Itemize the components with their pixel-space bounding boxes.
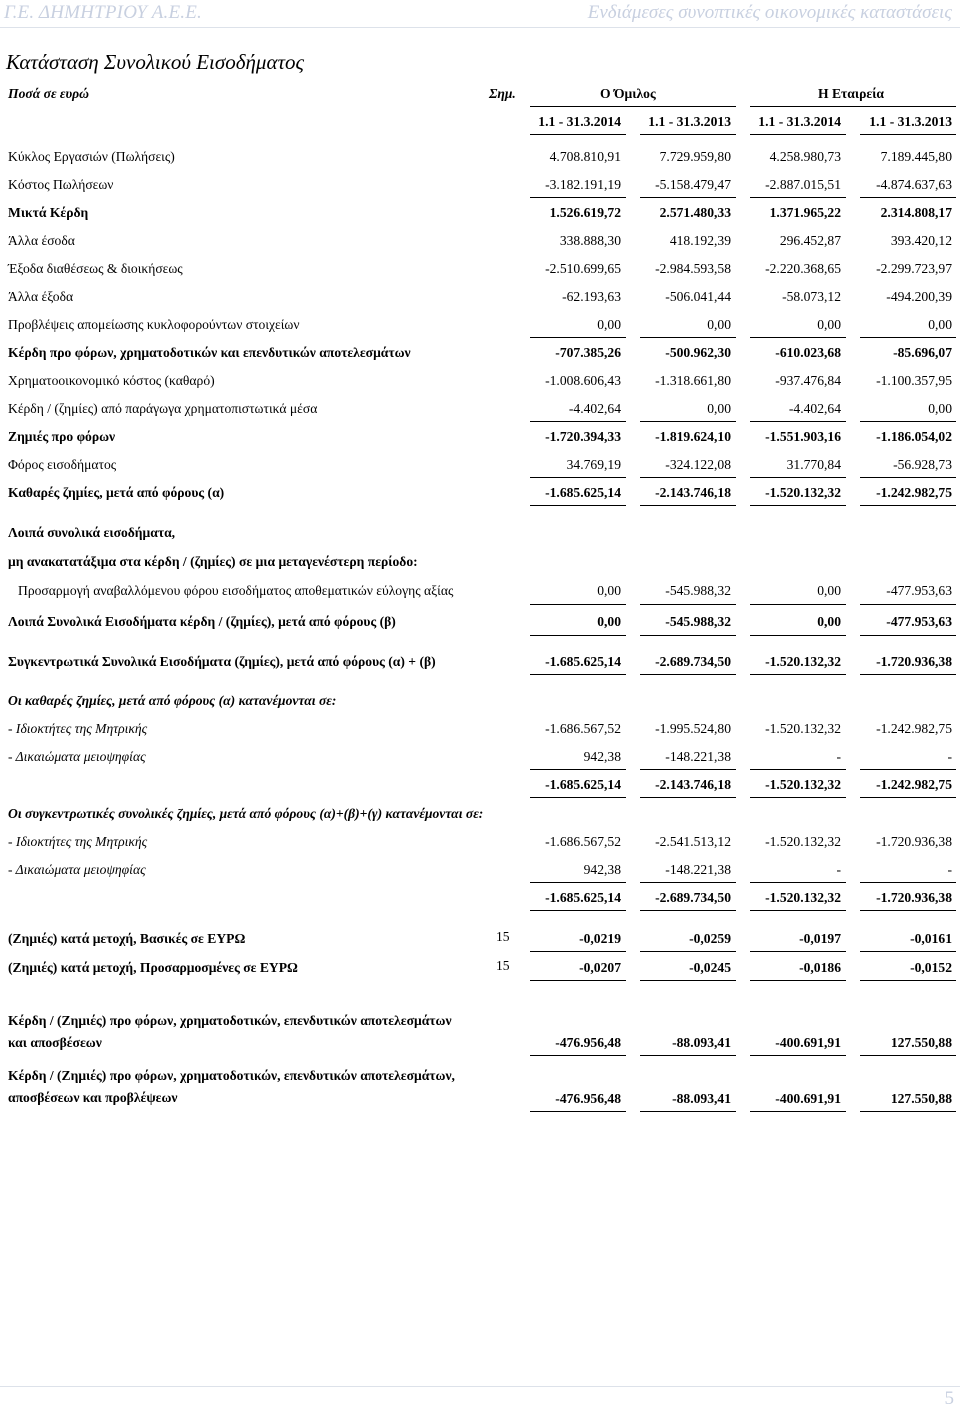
amounts-label: Ποσά σε ευρώ (8, 86, 89, 101)
value-cell: - (836, 862, 841, 877)
value-cell: -545.988,32 (665, 583, 731, 598)
row-label: Φόρος εισοδήματος (8, 457, 117, 472)
note-ref: 15 (496, 958, 510, 973)
total-line (530, 635, 626, 636)
subtotal-line (530, 337, 626, 338)
value-cell: 0,00 (817, 317, 841, 332)
value-cell: -400.691,91 (775, 1035, 841, 1050)
subtotal-line (640, 604, 736, 605)
row-label: Καθαρές ζημίες, μετά από φόρους (α) (8, 485, 225, 500)
value-cell: -545.988,32 (665, 614, 731, 629)
period-header: 1.1 - 31.3.2013 (648, 114, 731, 129)
subtotal-line (860, 769, 956, 770)
total-line (640, 674, 736, 675)
value-cell: -1.686.567,52 (545, 721, 621, 736)
section-heading: μη ανακατατάξιμα στα κέρδη / (ζημίες) σε μια μεταγενέστερη περίοδο: (8, 554, 418, 569)
value-cell: -1.520.132,32 (765, 890, 841, 905)
value-cell: -1.520.132,32 (765, 721, 841, 736)
value-cell: -4.874.637,63 (876, 177, 952, 192)
value-cell: 4.258.980,73 (769, 149, 841, 164)
value-cell: 7.189.445,80 (880, 149, 952, 164)
value-cell: -494.200,39 (886, 289, 952, 304)
value-cell: -400.691,91 (775, 1091, 841, 1106)
subtotal-line (860, 197, 956, 198)
section-heading: Οι συγκεντρωτικές συνολικές ζημίες, μετά από φόρους (α)+(β)+(γ) κατανέμονται σε: (8, 806, 484, 821)
period-underline (750, 134, 846, 135)
value-cell: 1.371.965,22 (769, 205, 841, 220)
total-line (860, 505, 956, 506)
value-cell: 0,00 (707, 401, 731, 416)
total-line (750, 1111, 846, 1112)
value-cell: 2.314.808,17 (880, 205, 952, 220)
total-line (640, 505, 736, 506)
value-cell: 0,00 (597, 317, 621, 332)
group-column-header: Ο Όμιλος (600, 86, 656, 101)
row-label-continued: και αποσβέσεων (8, 1035, 102, 1050)
value-cell: 296.452,87 (779, 233, 841, 248)
total-line (640, 1111, 736, 1112)
value-cell: -3.182.191,19 (545, 177, 621, 192)
total-line (860, 980, 956, 981)
value-cell: -500.962,30 (665, 345, 731, 360)
row-label: Κύκλος Εργασιών (Πωλήσεις) (8, 149, 175, 164)
value-cell: 0,00 (597, 583, 621, 598)
subtotal-line (750, 197, 846, 198)
value-cell: -2.299.723,97 (876, 261, 952, 276)
subtotal-line (530, 882, 626, 883)
value-cell: -1.551.903,16 (765, 429, 841, 444)
subtotal-line (750, 882, 846, 883)
value-cell: -1.685.625,14 (545, 890, 621, 905)
value-cell: -0,0207 (579, 960, 621, 975)
value-cell: - (836, 749, 841, 764)
total-line (640, 1055, 736, 1056)
value-cell: -1.995.524,80 (655, 721, 731, 736)
value-cell: -477.953,63 (886, 583, 952, 598)
footer-divider (0, 1386, 960, 1387)
subtotal-line (640, 882, 736, 883)
value-cell: - (947, 862, 952, 877)
subtotal-line (530, 769, 626, 770)
value-cell: 0,00 (597, 614, 621, 629)
value-cell: -1.720.394,33 (545, 429, 621, 444)
total-line (530, 980, 626, 981)
row-label: Κέρδη / (Ζημιές) προ φόρων, χρηματοδοτικών, επενδυτικών αποτελεσμάτων (8, 1013, 452, 1028)
value-cell: -1.318.661,80 (655, 373, 731, 388)
value-cell: -0,0152 (910, 960, 952, 975)
value-cell: -476.956,48 (555, 1091, 621, 1106)
page-number: 5 (944, 1388, 954, 1409)
value-cell: -2.220.368,65 (765, 261, 841, 276)
row-label: Κόστος Πωλήσεων (8, 177, 114, 192)
total-line (640, 635, 736, 636)
value-cell: 34.769,19 (566, 457, 621, 472)
total-line (530, 951, 626, 952)
value-cell: -56.928,73 (893, 457, 952, 472)
total-line (530, 797, 626, 798)
period-header: 1.1 - 31.3.2014 (538, 114, 621, 129)
row-label: Χρηματοοικονομικό κόστος (καθαρό) (8, 373, 215, 388)
value-cell: -4.402,64 (568, 401, 621, 416)
row-label: - Δικαιώματα μειοψηφίας (8, 862, 146, 877)
value-cell: -1.242.982,75 (876, 777, 952, 792)
total-line (860, 635, 956, 636)
row-label: Κέρδη / (Ζημιές) προ φόρων, χρηματοδοτικών, επενδυτικών αποτελεσμάτων, (8, 1068, 455, 1083)
value-cell: -5.158.479,47 (655, 177, 731, 192)
value-cell: 2.571.480,33 (659, 205, 731, 220)
value-cell: -1.686.567,52 (545, 834, 621, 849)
value-cell: - (947, 749, 952, 764)
value-cell: -2.887.015,51 (765, 177, 841, 192)
value-cell: -2.689.734,50 (655, 654, 731, 669)
row-label: Συγκεντρωτικά Συνολικά Εισοδήματα (ζημίες), μετά από φόρους (α) + (β) (8, 654, 436, 669)
section-heading: Οι καθαρές ζημίες, μετά από φόρους (α) κατανέμονται σε: (8, 693, 337, 708)
value-cell: -0,0186 (799, 960, 841, 975)
company-header-underline (750, 106, 956, 107)
value-cell: -148.221,38 (665, 749, 731, 764)
total-line (860, 910, 956, 911)
subtotal-line (530, 421, 626, 422)
value-cell: -1.520.132,32 (765, 485, 841, 500)
total-line (750, 951, 846, 952)
value-cell: -2.541.513,12 (655, 834, 731, 849)
row-label: Κέρδη / (ζημίες) από παράγωγα χρηματοπιστωτικά μέσα (8, 401, 318, 416)
total-line (750, 797, 846, 798)
row-label: Προβλέψεις απομείωσης κυκλοφορούντων στοιχείων (8, 317, 300, 332)
value-cell: -0,0197 (799, 931, 841, 946)
value-cell: 0,00 (817, 614, 841, 629)
company-name: Γ.Ε. ΔΗΜΗΤΡΙΟΥ Α.Ε.Ε. (4, 2, 202, 23)
value-cell: -4.402,64 (788, 401, 841, 416)
value-cell: -324.122,08 (665, 457, 731, 472)
subtotal-line (530, 477, 626, 478)
row-label: Έξοδα διαθέσεως & διοικήσεως (8, 261, 183, 276)
total-line (640, 797, 736, 798)
value-cell: -2.143.746,18 (655, 777, 731, 792)
value-cell: 31.770,84 (786, 457, 841, 472)
value-cell: 393.420,12 (890, 233, 952, 248)
period-underline (530, 134, 626, 135)
section-heading: Λοιπά συνολικά εισοδήματα, (8, 525, 176, 540)
value-cell: -58.073,12 (782, 289, 841, 304)
value-cell: -477.953,63 (886, 614, 952, 629)
value-cell: -1.242.982,75 (876, 485, 952, 500)
total-line (530, 674, 626, 675)
row-label: Άλλα έσοδα (8, 233, 75, 248)
value-cell: 0,00 (707, 317, 731, 332)
value-cell: -476.956,48 (555, 1035, 621, 1050)
row-label-continued: αποσβέσεων και προβλέψεων (8, 1090, 178, 1105)
value-cell: 338.888,30 (559, 233, 621, 248)
total-line (640, 951, 736, 952)
value-cell: -1.186.054,02 (876, 429, 952, 444)
row-label: - Δικαιώματα μειοψηφίας (8, 749, 146, 764)
total-line (530, 1055, 626, 1056)
value-cell: -1.008.606,43 (545, 373, 621, 388)
subtotal-line (640, 197, 736, 198)
page-header (0, 0, 960, 26)
total-line (750, 674, 846, 675)
value-cell: -88.093,41 (672, 1035, 731, 1050)
page-title: Κατάσταση Συνολικού Εισοδήματος (6, 50, 305, 74)
total-line (750, 635, 846, 636)
value-cell: -2.984.593,58 (655, 261, 731, 276)
value-cell: -707.385,26 (555, 345, 621, 360)
subtotal-line (750, 337, 846, 338)
total-line (860, 674, 956, 675)
subtotal-line (860, 604, 956, 605)
value-cell: -1.819.624,10 (655, 429, 731, 444)
value-cell: 418.192,39 (669, 233, 731, 248)
subtotal-line (860, 882, 956, 883)
value-cell: 0,00 (928, 317, 952, 332)
value-cell: -0,0161 (910, 931, 952, 946)
value-cell: 7.729.959,80 (659, 149, 731, 164)
value-cell: -62.193,63 (562, 289, 621, 304)
value-cell: -1.520.132,32 (765, 777, 841, 792)
value-cell: -2.143.746,18 (655, 485, 731, 500)
row-label: (Ζημιές) κατά μετοχή, Προσαρμοσμένες σε ΕΥΡΩ (8, 960, 298, 975)
value-cell: -148.221,38 (665, 862, 731, 877)
group-header-underline (530, 106, 736, 107)
row-label: - Ιδιοκτήτες της Μητρικής (8, 721, 148, 736)
total-line (530, 910, 626, 911)
subtotal-line (750, 477, 846, 478)
total-line (530, 1111, 626, 1112)
value-cell: -85.696,07 (893, 345, 952, 360)
header-divider (0, 27, 960, 28)
subtotal-line (860, 477, 956, 478)
value-cell: 1.526.619,72 (549, 205, 621, 220)
total-line (860, 1111, 956, 1112)
value-cell: -610.023,68 (775, 345, 841, 360)
total-line (750, 505, 846, 506)
subtotal-line (860, 337, 956, 338)
value-cell: 942,38 (583, 862, 621, 877)
total-line (750, 910, 846, 911)
value-cell: -0,0259 (689, 931, 731, 946)
note-column-header: Σημ. (489, 86, 516, 101)
value-cell: 127.550,88 (890, 1035, 952, 1050)
subtotal-line (640, 477, 736, 478)
value-cell: 127.550,88 (890, 1091, 952, 1106)
value-cell: -1.685.625,14 (545, 485, 621, 500)
value-cell: -1.720.936,38 (876, 890, 952, 905)
value-cell: -0,0245 (689, 960, 731, 975)
document-subtitle: Ενδιάμεσες συνοπτικές οικονομικές καταστάσεις (587, 2, 952, 23)
period-header: 1.1 - 31.3.2013 (869, 114, 952, 129)
period-underline (860, 134, 956, 135)
value-cell: -2.689.734,50 (655, 890, 731, 905)
total-line (640, 980, 736, 981)
value-cell: -506.041,44 (665, 289, 731, 304)
row-label: - Ιδιοκτήτες της Μητρικής (8, 834, 148, 849)
subtotal-line (750, 769, 846, 770)
total-line (530, 505, 626, 506)
value-cell: -1.685.625,14 (545, 777, 621, 792)
value-cell: -1.685.625,14 (545, 654, 621, 669)
value-cell: -937.476,84 (775, 373, 841, 388)
value-cell: -2.510.699,65 (545, 261, 621, 276)
subtotal-line (640, 337, 736, 338)
value-cell: -1.520.132,32 (765, 654, 841, 669)
total-line (860, 1055, 956, 1056)
value-cell: -1.720.936,38 (876, 654, 952, 669)
row-label: Κέρδη προ φόρων, χρηματοδοτικών και επενδυτικών αποτελεσμάτων (8, 345, 411, 360)
value-cell: 0,00 (817, 583, 841, 598)
row-label: Προσαρμογή αναβαλλόμενου φόρου εισοδήματος αποθεματικών εύλογης αξίας (18, 583, 454, 598)
total-line (640, 910, 736, 911)
row-label: Άλλα έξοδα (8, 289, 74, 304)
value-cell: -1.520.132,32 (765, 834, 841, 849)
row-label: Ζημιές προ φόρων (8, 429, 116, 444)
row-label: Μικτά Κέρδη (8, 205, 89, 220)
total-line (860, 797, 956, 798)
company-column-header: Η Εταιρεία (818, 86, 884, 101)
period-header: 1.1 - 31.3.2014 (758, 114, 841, 129)
subtotal-line (750, 421, 846, 422)
value-cell: -1.720.936,38 (876, 834, 952, 849)
subtotal-line (640, 421, 736, 422)
value-cell: -88.093,41 (672, 1091, 731, 1106)
value-cell: -1.242.982,75 (876, 721, 952, 736)
subtotal-line (750, 604, 846, 605)
total-line (750, 980, 846, 981)
note-ref: 15 (496, 929, 510, 944)
total-line (750, 1055, 846, 1056)
value-cell: -0,0219 (579, 931, 621, 946)
value-cell: 0,00 (928, 401, 952, 416)
value-cell: 4.708.810,91 (549, 149, 621, 164)
subtotal-line (530, 604, 626, 605)
value-cell: 942,38 (583, 749, 621, 764)
value-cell: -1.100.357,95 (876, 373, 952, 388)
row-label: (Ζημιές) κατά μετοχή, Βασικές σε ΕΥΡΩ (8, 931, 246, 946)
row-label: Λοιπά Συνολικά Εισοδήματα κέρδη / (ζημίες), μετά από φόρους (β) (8, 614, 396, 629)
subtotal-line (640, 769, 736, 770)
total-line (860, 951, 956, 952)
period-underline (640, 134, 736, 135)
subtotal-line (530, 197, 626, 198)
subtotal-line (860, 421, 956, 422)
